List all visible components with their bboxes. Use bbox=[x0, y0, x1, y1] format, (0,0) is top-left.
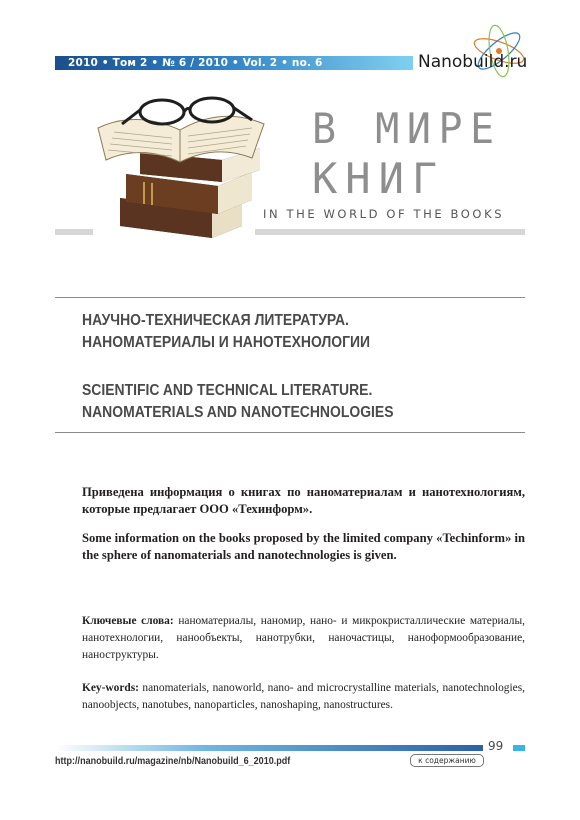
keywords-ru-text: наноматериалы, наномир, нано- и микрокристаллические материалы, нанотехнологии, нанообъекты, нанотрубки, наночастицы, наноформообразование, наноструктуры. bbox=[82, 615, 525, 661]
footer-url-link[interactable]: http://nanobuild.ru/magazine/nb/Nanobuild_6_2010.pdf bbox=[55, 755, 291, 767]
article-title-en-line2: NANOMATERIALS AND NANOTECHNOLOGIES bbox=[82, 404, 394, 421]
toc-link-button[interactable]: к содержанию bbox=[410, 754, 484, 767]
site-logo: Nanobuild.ru bbox=[418, 52, 528, 72]
title-rule-top bbox=[55, 297, 525, 298]
article-title-en-line1: SCIENTIFIC AND TECHNICAL LITERATURE. bbox=[82, 382, 373, 399]
keywords-en bbox=[82, 680, 525, 714]
section-title-ru-line2: КНИГ bbox=[312, 154, 446, 203]
keywords-en-text: nanomaterials, nanoworld, nano- and microcrystalline materials, nanotechnologies, nanoobjects, nanotubes, nanoparticles, nanoshaping, nanostructures. bbox=[82, 682, 525, 711]
decorative-bar-right bbox=[255, 229, 525, 235]
article-title-ru-line1: НАУЧНО-ТЕХНИЧЕСКАЯ ЛИТЕРАТУРА. bbox=[82, 312, 349, 329]
decorative-bar-left bbox=[55, 229, 93, 235]
keywords-ru-label: Ключевые слова: bbox=[82, 615, 174, 627]
title-rule-bottom bbox=[55, 432, 525, 433]
issue-info: 2010 • Том 2 • № 6 / 2010 • Vol. 2 • no. 6 bbox=[68, 57, 323, 69]
keywords-ru bbox=[82, 613, 525, 664]
abstract-ru: Приведена информация о книгах по наноматериалам и нанотехнологиям, которые предлагает ООО «Техинформ». bbox=[82, 485, 525, 516]
section-title-ru-line1: В МИРЕ bbox=[312, 104, 502, 153]
footer-bar bbox=[55, 745, 483, 751]
article-title-ru-line2: НАНОМАТЕРИАЛЫ И НАНОТЕХНОЛОГИИ bbox=[82, 334, 371, 351]
footer-tick bbox=[513, 745, 525, 751]
abstract-en: Some information on the books proposed by the limited company «Techinform» in the sphere of nanomaterials and nanotechnologies is given. bbox=[82, 531, 525, 562]
books-illustration bbox=[92, 90, 270, 238]
section-title-en: IN THE WORLD OF THE BOOKS bbox=[263, 207, 505, 221]
keywords-en-label: Key-words: bbox=[82, 682, 139, 694]
page-number: 99 bbox=[488, 739, 504, 753]
